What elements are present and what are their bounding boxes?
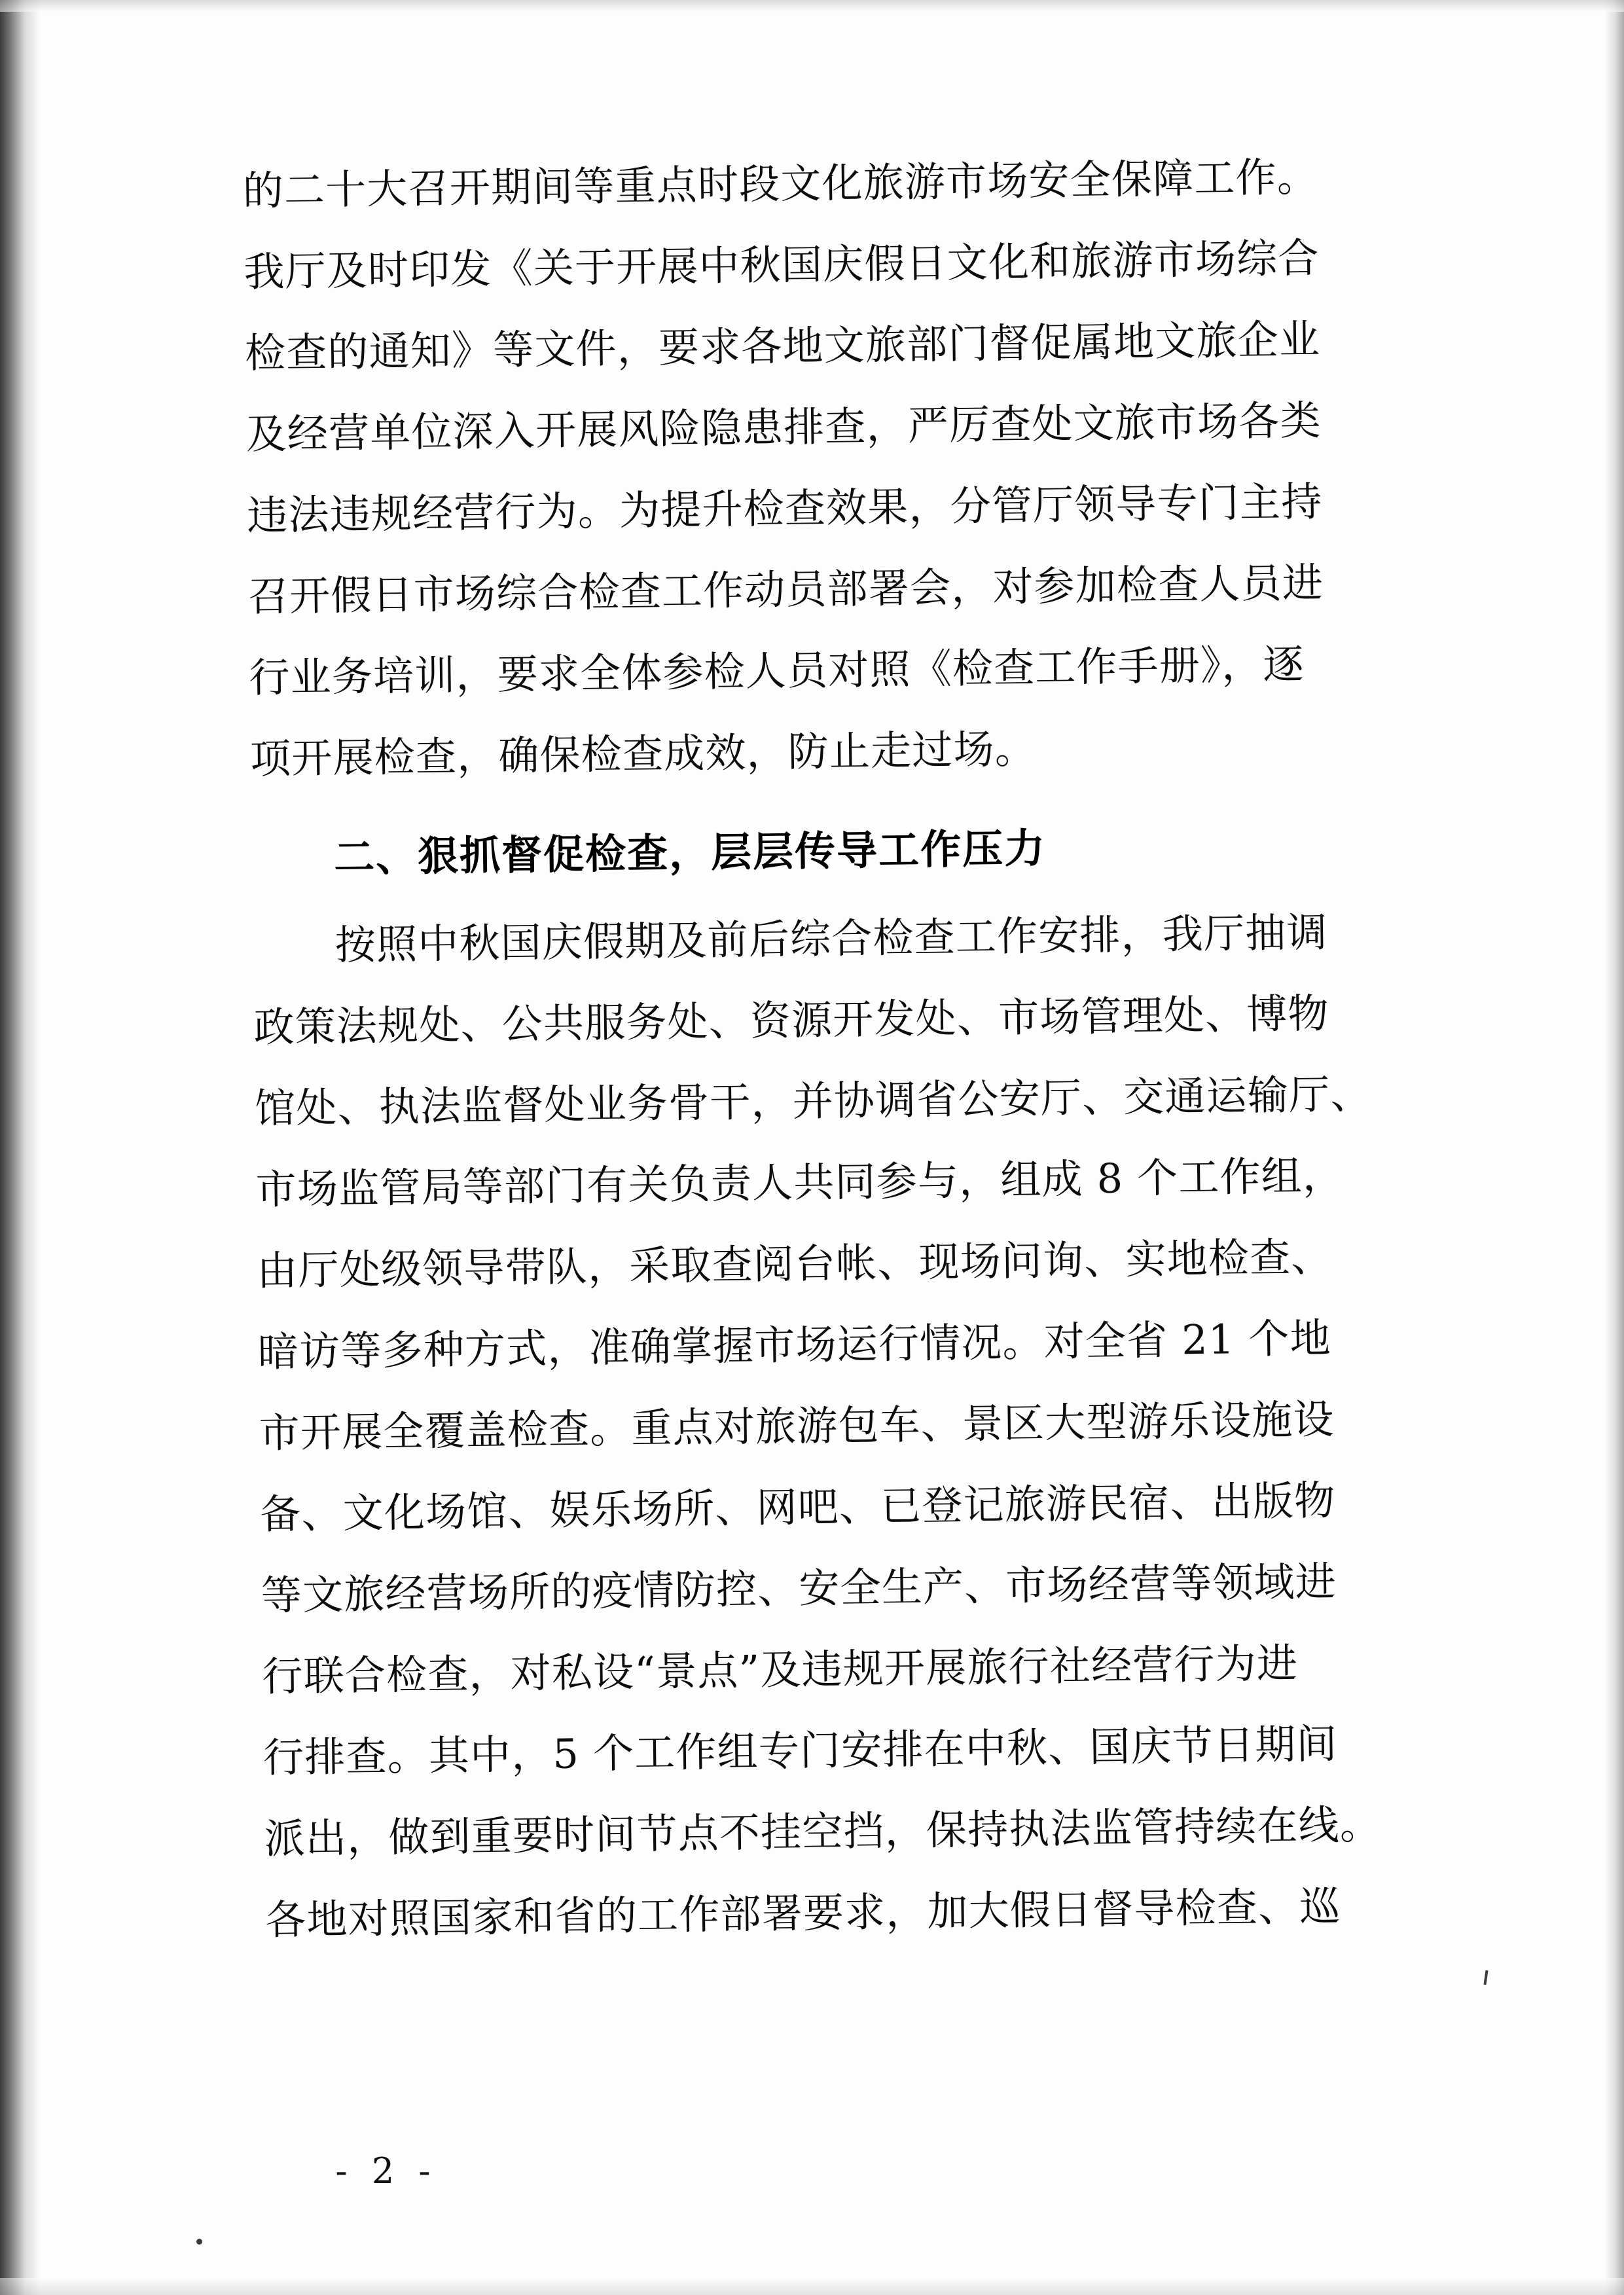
text-line: 我厅及时印发《关于开展中秋国庆假日文化和旅游市场综合 (243, 234, 1320, 296)
paragraph-continuation (242, 136, 1422, 800)
text-line: 按照中秋国庆假期及前后综合检查工作安排，我厅抽调 (334, 908, 1329, 969)
text-line: 的二十大召开期间等重点时段文化旅游市场安全保障工作。 (242, 153, 1319, 215)
text-line: 行联合检查，对私设“景点”及违规开展旅行社经营行为进 (262, 1639, 1299, 1701)
scan-edge-right (1604, 0, 1624, 2295)
text-line: 违法违规经营行为。为提升检查效果，分管厅领导专门主持 (246, 477, 1323, 539)
text-line: 项开展检查，确保检查成效，防止走过场。 (249, 725, 1037, 783)
text-line: 召开假日市场综合检查工作动员部署会，对参加检查人员进 (247, 558, 1324, 621)
text-line: 馆处、执法监督处业务骨干，并协调省公安厅、交通运输厅、 (254, 1070, 1372, 1132)
paragraph-section-two (252, 890, 1437, 1961)
text-line: 等文旅经营场所的疫情防控、安全生产、市场经营等领域进 (261, 1557, 1337, 1619)
text-line: 及经营单位深入开展风险隐患排查，严厉查处文旅市场各类 (245, 396, 1322, 458)
scan-artifact-mark (1483, 1970, 1488, 1985)
text-line: 由厅处级领导带队，采取查阅台帐、现场问询、实地检查、 (256, 1233, 1333, 1295)
scan-edge-top (0, 0, 1624, 12)
text-line: 市场监管局等部门有关负责人共同参与，组成 8 个工作组， (255, 1151, 1344, 1214)
document-body (242, 136, 1437, 1961)
text-line: 暗访等多种方式，准确掌握市场运行情况。对全省 21 个地 (257, 1314, 1332, 1376)
text-line: 派出，做到重要时间节点不挂空挡，保持执法监管持续在线。 (264, 1800, 1382, 1863)
section-heading-two: 二、狠抓督促检查，层层传导工作压力 (333, 824, 1047, 882)
text-line: 政策法规处、公共服务处、资源开发处、市场管理处、博物 (253, 989, 1330, 1051)
scan-edge-left (0, 0, 41, 2295)
text-line: 检查的通知》等文件，要求各地文旅部门督促属地文旅企业 (244, 315, 1321, 377)
text-line: 市开展全覆盖检查。重点对旅游包车、景区大型游乐设施设 (259, 1395, 1335, 1457)
text-line: 备、文化场馆、娱乐场所、网吧、已登记旅游民宿、出版物 (259, 1476, 1336, 1538)
scan-edge-bottom (0, 2278, 1624, 2295)
scan-artifact-speck (196, 2239, 202, 2245)
text-line: 行排查。其中，5 个工作组专门安排在中秋、国庆节日期间 (262, 1720, 1339, 1782)
text-line: 各地对照国家和省的工作部署要求，加大假日督导检查、巡 (264, 1882, 1341, 1944)
text-line: 行业务培训，要求全体参检人员对照《检查工作手册》，逐 (249, 640, 1305, 702)
page-number: - 2 - (335, 2150, 437, 2192)
